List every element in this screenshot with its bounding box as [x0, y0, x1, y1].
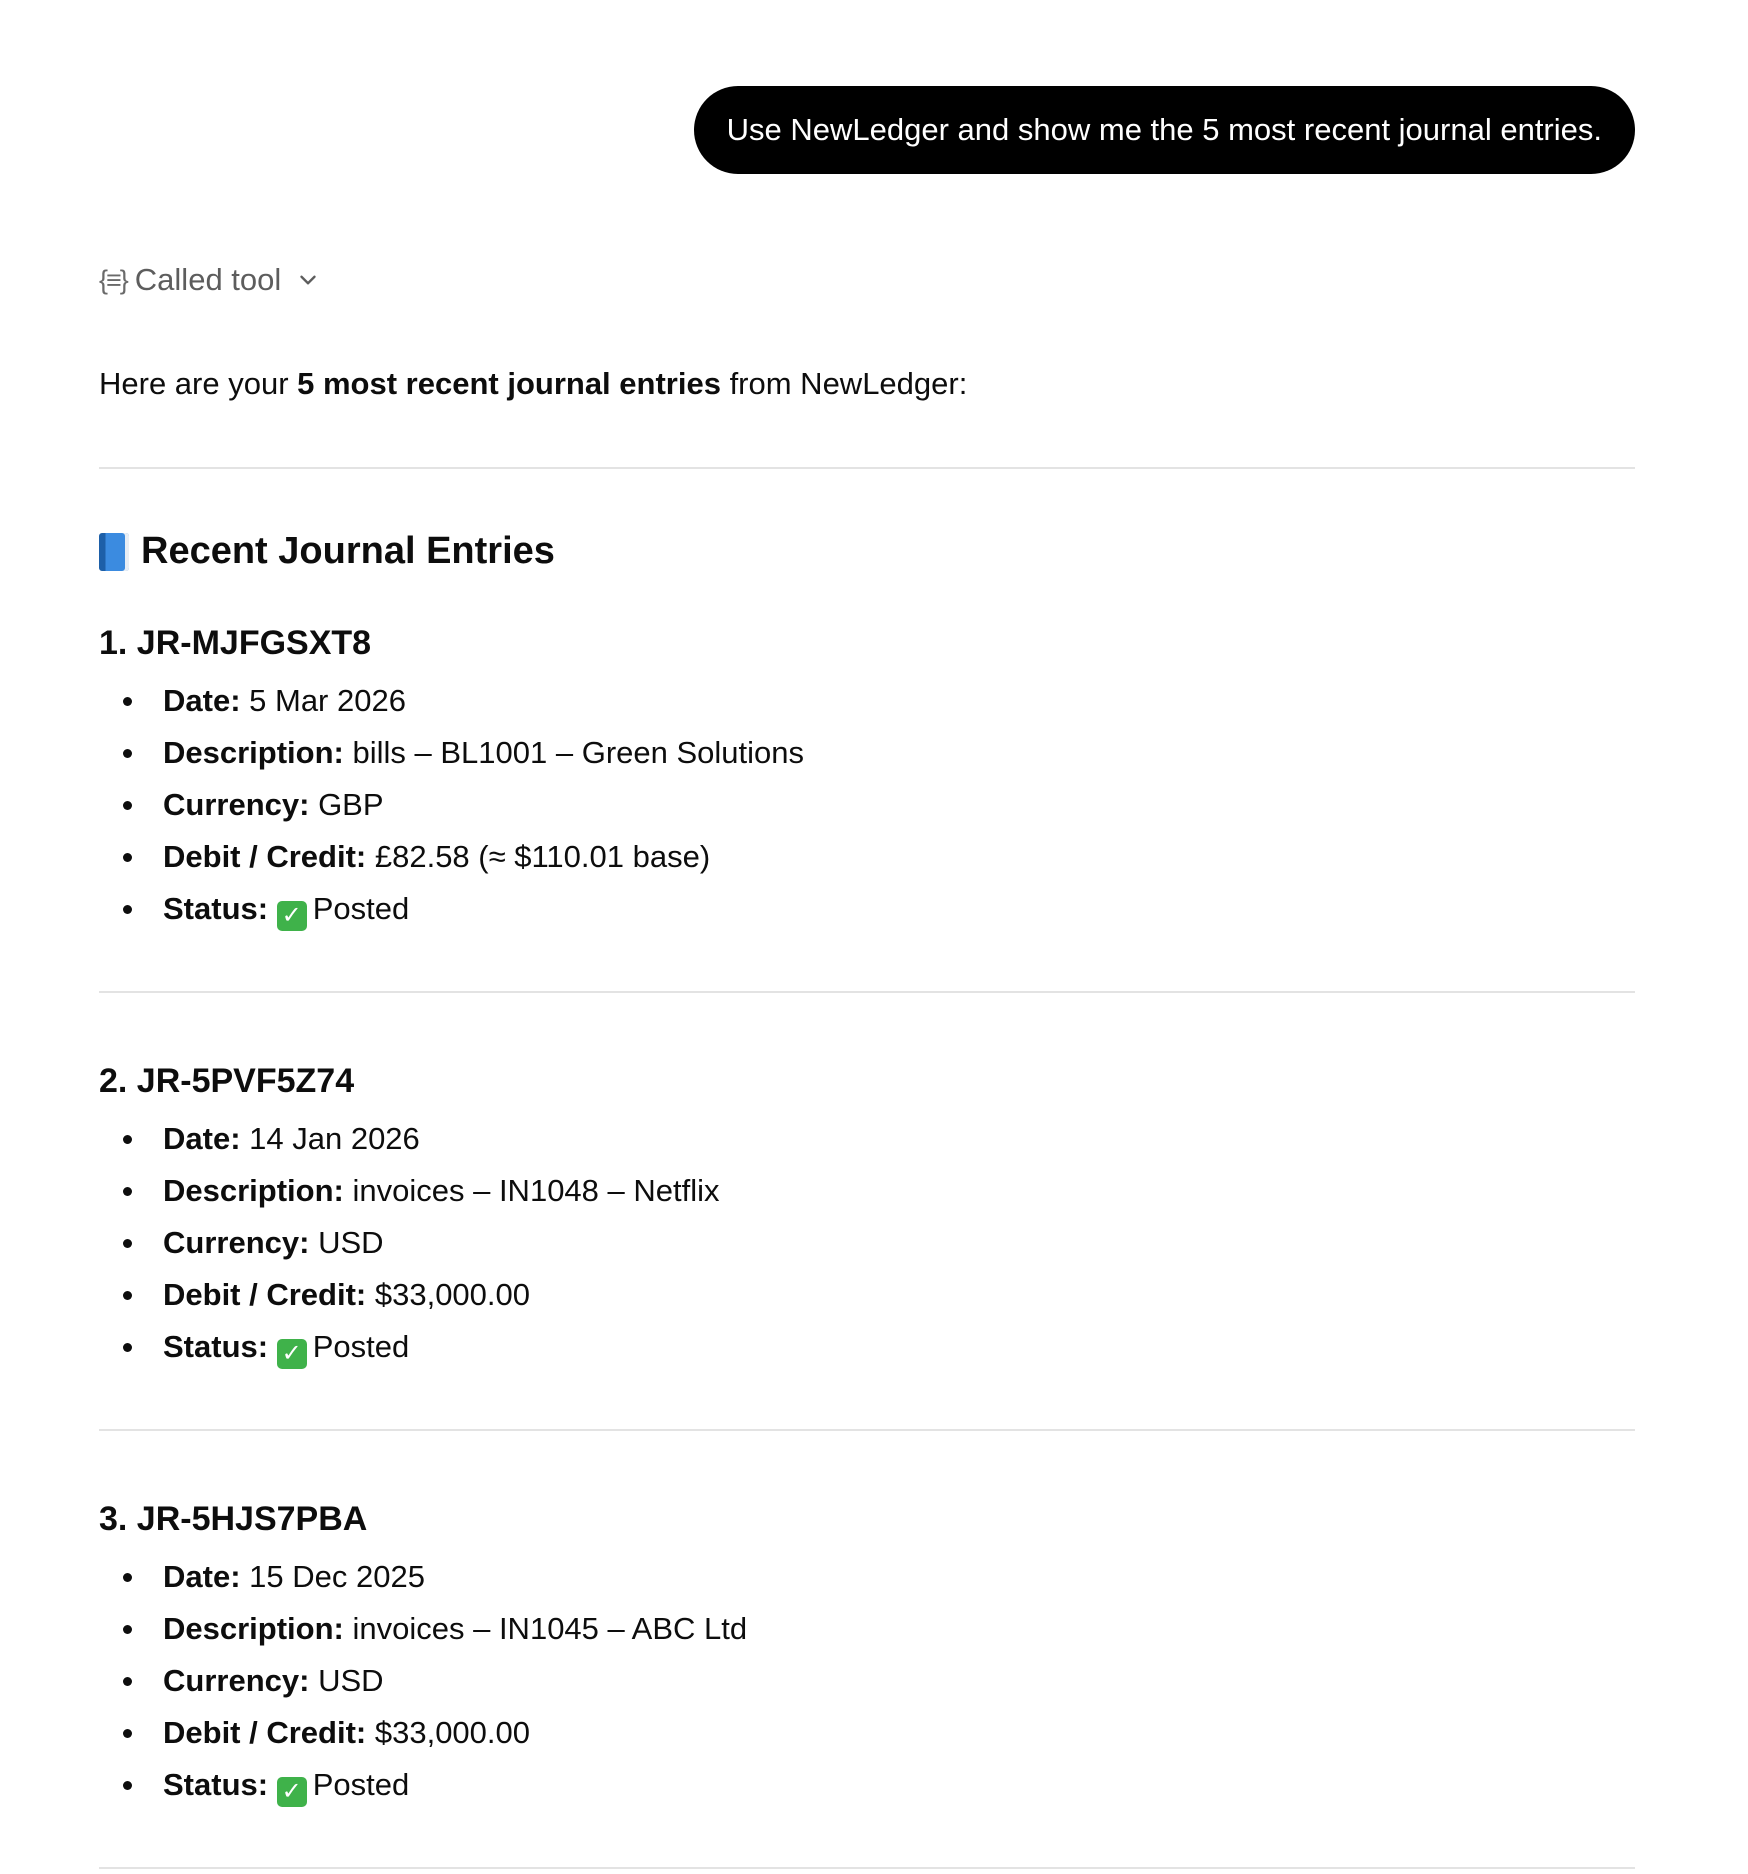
entry-debit-credit	[99, 1269, 1635, 1321]
entry-description	[99, 1603, 1635, 1655]
status-value: Posted	[312, 1767, 410, 1802]
entry-currency	[99, 779, 1635, 831]
status-value: Posted	[312, 1329, 410, 1364]
date-value: 14 Jan 2026	[249, 1121, 420, 1156]
currency-label: Currency:	[163, 1225, 310, 1260]
check-icon: ✓	[277, 1777, 307, 1807]
date-label: Date:	[163, 683, 241, 718]
journal-entry	[99, 621, 1635, 935]
status-value: Posted	[312, 891, 410, 926]
entry-title: 3. JR-5HJS7PBA	[99, 1500, 368, 1538]
entry-currency	[99, 1217, 1635, 1269]
date-label: Date:	[163, 1559, 241, 1594]
debit-credit-value: $33,000.00	[374, 1277, 531, 1312]
description-label: Description:	[163, 1173, 344, 1208]
debit-credit-value: $33,000.00	[374, 1715, 531, 1750]
entry-currency	[99, 1655, 1635, 1707]
section-heading-text: Recent Journal Entries	[141, 530, 555, 572]
called-tool-toggle[interactable]	[99, 262, 321, 298]
entry-status	[99, 883, 1635, 935]
entry-status	[99, 1759, 1635, 1811]
description-value: invoices – IN1048 – Netflix	[352, 1173, 720, 1208]
check-icon: ✓	[277, 1339, 307, 1369]
entry-date	[99, 1113, 1635, 1165]
assistant-intro	[99, 366, 967, 402]
entry-details	[99, 1551, 1635, 1811]
date-value: 5 Mar 2026	[249, 683, 406, 718]
user-message-row	[694, 86, 1635, 174]
intro-bold: 5 most recent journal entries	[297, 366, 721, 401]
status-label: Status:	[163, 1329, 269, 1364]
debit-credit-label: Debit / Credit:	[163, 1277, 367, 1312]
description-label: Description:	[163, 1611, 344, 1646]
currency-value: USD	[318, 1225, 384, 1260]
date-value: 15 Dec 2025	[249, 1559, 425, 1594]
entry-date	[99, 1551, 1635, 1603]
user-message-bubble: Use NewLedger and show me the 5 most recent journal entries.	[694, 86, 1635, 174]
entry-description	[99, 1165, 1635, 1217]
description-label: Description:	[163, 735, 344, 770]
divider	[99, 991, 1635, 993]
journal-entry	[99, 1497, 1635, 1811]
section-heading	[99, 530, 555, 573]
currency-value: USD	[318, 1663, 384, 1698]
entry-debit-credit	[99, 831, 1635, 883]
debit-credit-value: £82.58 (≈ $110.01 base)	[374, 839, 711, 874]
braces-icon: {≡}	[99, 264, 127, 295]
check-icon: ✓	[277, 901, 307, 931]
divider	[99, 1429, 1635, 1431]
entry-title: 1. JR-MJFGSXT8	[99, 624, 372, 662]
description-value: invoices – IN1045 – ABC Ltd	[352, 1611, 748, 1646]
debit-credit-label: Debit / Credit:	[163, 1715, 367, 1750]
called-tool-label: Called tool	[134, 262, 282, 297]
status-label: Status:	[163, 1767, 269, 1802]
intro-prefix: Here are your	[99, 366, 298, 401]
description-value: bills – BL1001 – Green Solutions	[352, 735, 804, 770]
currency-value: GBP	[318, 787, 384, 822]
status-label: Status:	[163, 891, 269, 926]
entry-details	[99, 1113, 1635, 1373]
entry-debit-credit	[99, 1707, 1635, 1759]
debit-credit-label: Debit / Credit:	[163, 839, 367, 874]
currency-label: Currency:	[163, 787, 310, 822]
entry-title: 2. JR-5PVF5Z74	[99, 1062, 355, 1100]
chevron-down-icon	[295, 267, 321, 293]
journal-entry	[99, 1059, 1635, 1373]
divider	[99, 467, 1635, 469]
divider	[99, 1867, 1635, 1869]
date-label: Date:	[163, 1121, 241, 1156]
entry-status	[99, 1321, 1635, 1373]
intro-suffix: from NewLedger:	[720, 366, 968, 401]
currency-label: Currency:	[163, 1663, 310, 1698]
entry-description	[99, 727, 1635, 779]
blue-book-icon	[99, 533, 129, 571]
entry-date	[99, 675, 1635, 727]
entry-details	[99, 675, 1635, 935]
